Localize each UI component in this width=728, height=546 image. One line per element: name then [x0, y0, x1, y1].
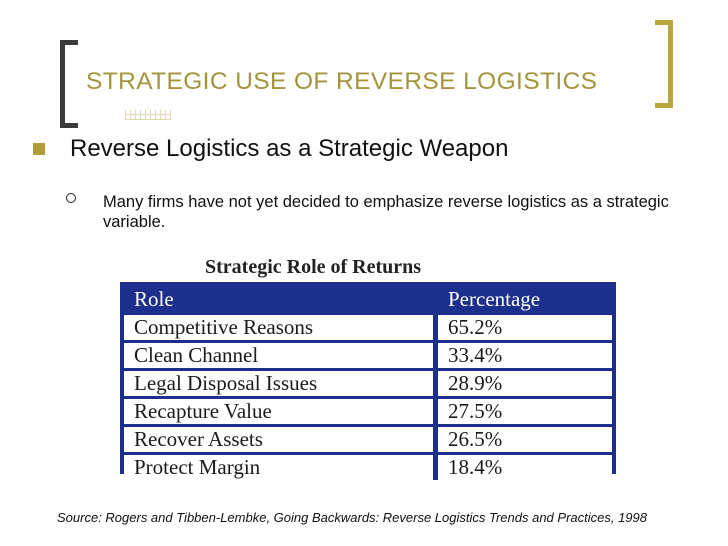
- percentage-cell: 65.2%: [438, 315, 612, 340]
- dotted-pattern-decoration: [125, 110, 171, 120]
- role-cell: Recover Assets: [124, 427, 438, 452]
- role-cell: Clean Channel: [124, 343, 438, 368]
- right-bracket-decoration: [655, 20, 673, 108]
- table-row: [124, 399, 612, 424]
- table-row: [124, 371, 612, 396]
- circle-bullet-icon: [66, 193, 76, 203]
- percentage-cell: 18.4%: [438, 455, 612, 480]
- header-role: Role: [124, 287, 438, 312]
- role-cell: Legal Disposal Issues: [124, 371, 438, 396]
- percentage-cell: 27.5%: [438, 399, 612, 424]
- role-cell: Protect Margin: [124, 455, 438, 480]
- percentage-cell: 26.5%: [438, 427, 612, 452]
- left-bracket-decoration: [60, 40, 78, 128]
- table-row: [124, 427, 612, 452]
- main-bullet-text: Reverse Logistics as a Strategic Weapon: [70, 135, 509, 162]
- returns-table: [120, 282, 616, 479]
- table-row: [124, 455, 612, 480]
- role-cell: Recapture Value: [124, 399, 438, 424]
- table-title: Strategic Role of Returns: [205, 256, 422, 278]
- header-percentage: Percentage: [438, 287, 612, 312]
- sub-bullet-text: Many firms have not yet decided to emphasize reverse logistics as a strategic variable.: [103, 193, 669, 231]
- slide-title: STRATEGIC USE OF REVERSE LOGISTICS: [86, 68, 598, 95]
- percentage-cell: 33.4%: [438, 343, 612, 368]
- role-cell: Competitive Reasons: [124, 315, 438, 340]
- square-bullet-icon: [33, 143, 45, 155]
- table-row: [124, 315, 612, 340]
- percentage-cell: 28.9%: [438, 371, 612, 396]
- source-citation: Source: Rogers and Tibben-Lembke, Going Backwards: Reverse Logistics Trends and Practices, 1998: [57, 510, 647, 525]
- table-header-row: [124, 287, 612, 312]
- table-row: [124, 343, 612, 368]
